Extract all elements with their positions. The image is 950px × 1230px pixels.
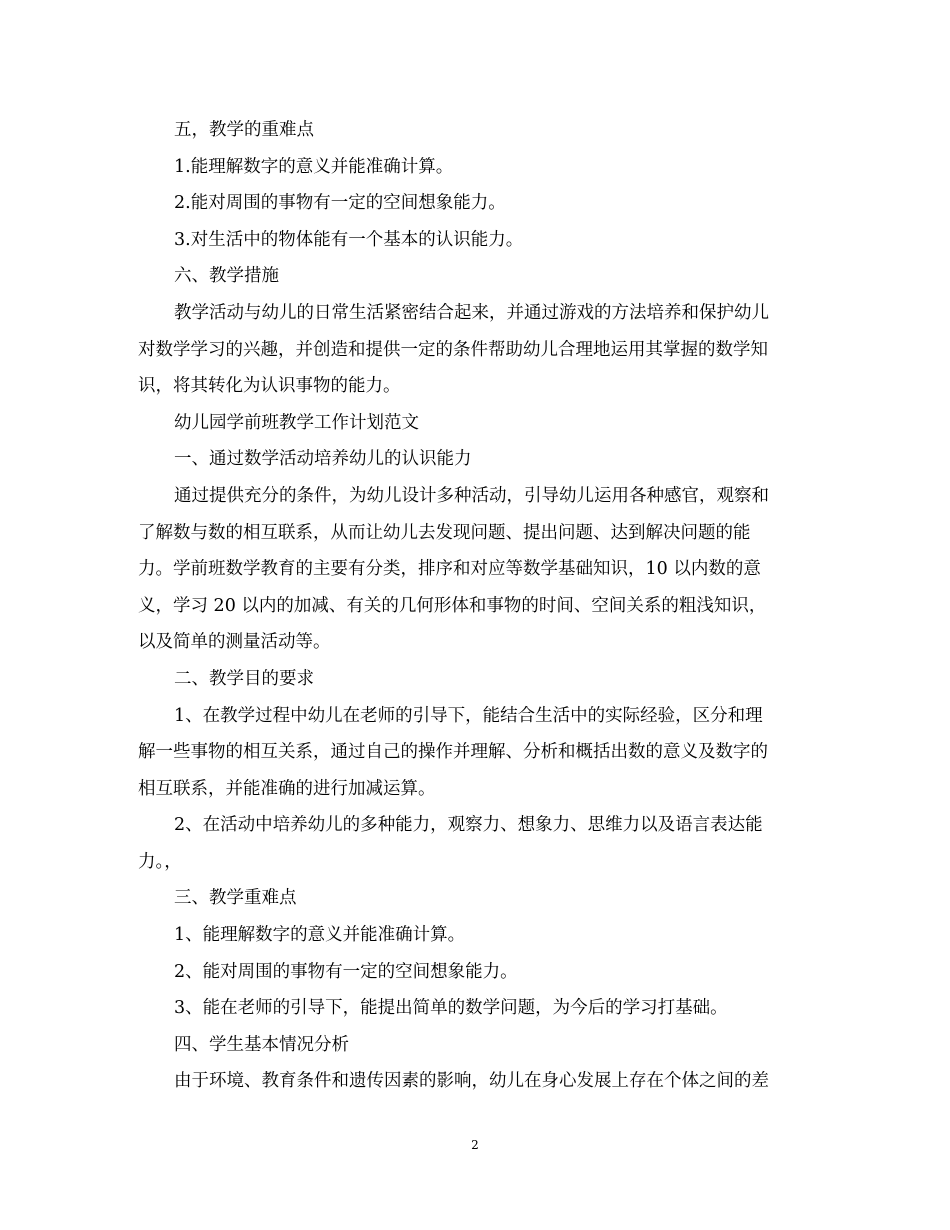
paragraph-line: 一、通过数学活动培养幼儿的认识能力 (174, 449, 472, 470)
paragraph-line: 四、学生基本情况分析 (174, 1034, 349, 1055)
paragraph-line: 三、教学重难点 (174, 888, 297, 909)
paragraph-line: 解一些事物的相互关系，通过自己的操作并理解、分析和概括出数的意义及数字的 (138, 742, 768, 763)
paragraph-line: 六、教学措施 (174, 266, 279, 287)
paragraph-line: 3、能在老师的引导下，能提出简单的数学问题，为今后的学习打基础。 (174, 998, 728, 1019)
paragraph-line: 识，将其转化为认识事物的能力。 (138, 376, 401, 397)
paragraph-line: 力。， (138, 851, 182, 872)
paragraph-line: 通过提供充分的条件，为幼儿设计多种活动，引导幼儿运用各种感官，观察和 (174, 485, 769, 506)
paragraph-line: 对数学学习的兴趣，并创造和提供一定的条件帮助幼儿合理地运用其掌握的数学知 (138, 339, 768, 360)
paragraph-line: 1、在教学过程中幼儿在老师的引导下，能结合生活中的实际经验，区分和理 (174, 705, 763, 726)
paragraph-line: 五，教学的重难点 (174, 120, 314, 140)
document-body (138, 112, 818, 1100)
paragraph-line: 2、能对周围的事物有一定的空间想象能力。 (174, 961, 518, 982)
paragraph-line: 二、教学目的要求 (174, 668, 314, 689)
paragraph-line: 义，学习 20 以内的加减、有关的几何形体和事物的时间、空间关系的粗浅知识， (138, 595, 767, 616)
paragraph-line: 2、在活动中培养幼儿的多种能力，观察力、想象力、思维力以及语言表达能 (174, 815, 763, 836)
paragraph-line: 1.能理解数字的意义并能准确计算。 (174, 156, 454, 177)
page-number: 2 (471, 1138, 479, 1152)
paragraph-line: 幼儿园学前班教学工作计划范文 (174, 412, 419, 433)
paragraph-line: 3.对生活中的物体能有一个基本的认识能力。 (174, 229, 524, 250)
paragraph-line: 1、能理解数字的意义并能准确计算。 (174, 925, 466, 946)
paragraph-line: 教学活动与幼儿的日常生活紧密结合起来，并通过游戏的方法培养和保护幼儿 (174, 302, 769, 323)
paragraph-line: 相互联系，并能准确的进行加减运算。 (138, 778, 436, 799)
paragraph-line: 2.能对周围的事物有一定的空间想象能力。 (174, 193, 506, 214)
paragraph-line: 力。学前班数学教育的主要有分类，排序和对应等数学基础知识，10 以内数的意 (138, 559, 761, 580)
paragraph-line: 由于环境、教育条件和遗传因素的影响，幼儿在身心发展上存在个体之间的差 (174, 1071, 769, 1092)
paragraph-line: 以及简单的测量活动等。 (138, 632, 331, 653)
paragraph-line: 了解数与数的相互联系，从而让幼儿去发现问题、提出问题、达到解决问题的能 (138, 522, 751, 543)
